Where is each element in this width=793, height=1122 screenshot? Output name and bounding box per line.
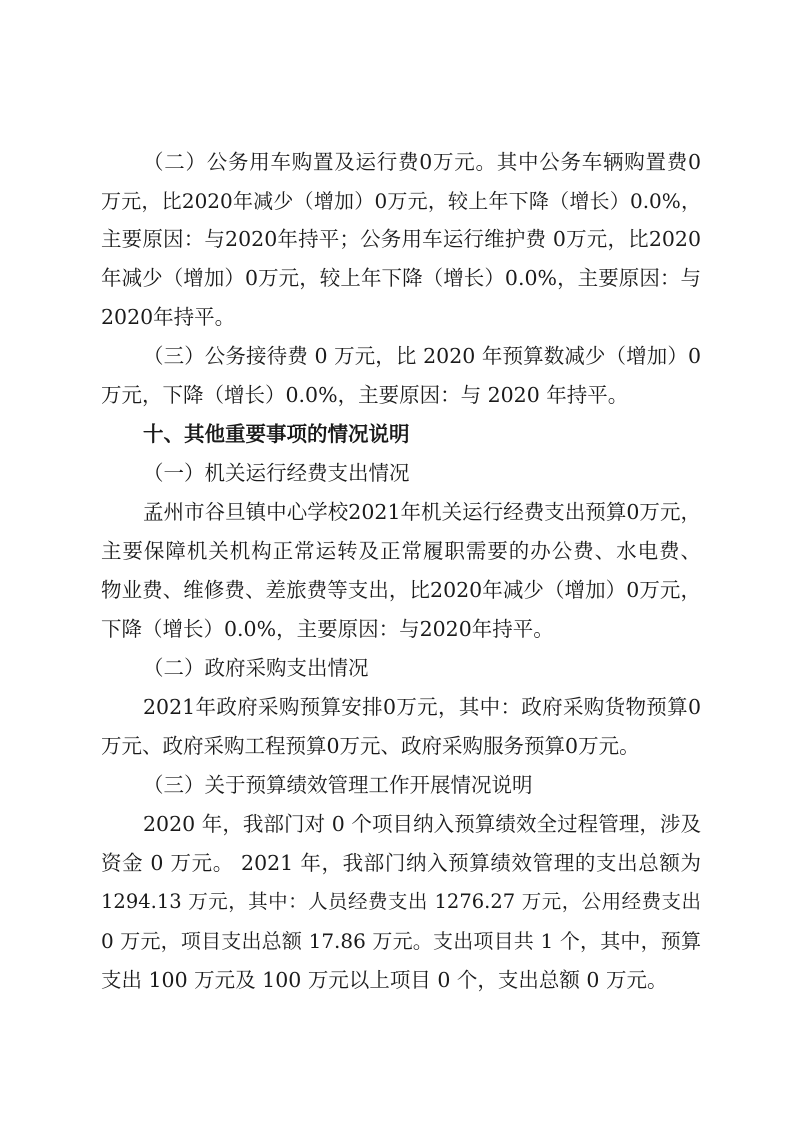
paragraph-line: 下降（增长）0.0%，主要原因：与2020年持平。 (101, 617, 554, 641)
paragraph-line: 物业费、维修费、差旅费等支出，比2020年减少（增加）0万元， (101, 578, 701, 602)
section-heading: 十、其他重要事项的情况说明 (143, 422, 410, 446)
paragraph-line: 2020年持平。 (101, 305, 236, 329)
subsection-heading: （一）机关运行经费支出情况 (143, 461, 410, 485)
paragraph-line: 2020 年，我部门对 0 个项目纳入预算绩效全过程管理，涉及 (143, 812, 701, 836)
paragraph-line: 2021年政府采购预算安排0万元，其中：政府采购货物预算0 (143, 695, 701, 719)
subsection-heading: （三）关于预算绩效管理工作开展情况说明 (143, 773, 533, 797)
paragraph-line: 1294.13 万元，其中：人员经费支出 1276.27 万元，公用经费支出 (101, 890, 701, 913)
paragraph-line: （三）公务接待费 0 万元，比 2020 年预算数减少（增加）0 (143, 344, 701, 368)
paragraph-line: 万元，下降（增长）0.0%，主要原因：与 2020 年持平。 (101, 383, 629, 407)
paragraph-line: 支出 100 万元及 100 万元以上项目 0 个，支出总额 0 万元。 (101, 968, 668, 992)
paragraph-line: （二）公务用车购置及运行费0万元。其中公务车辆购置费0 (143, 150, 701, 174)
paragraph-line: 0 万元，项目支出总额 17.86 万元。支出项目共 1 个，其中，预算 (101, 929, 701, 953)
paragraph-line: 年减少（增加）0万元，较上年下降（增长）0.0%，主要原因：与 (101, 266, 701, 290)
subsection-heading: （二）政府采购支出情况 (143, 656, 369, 680)
paragraph-line: 资金 0 万元。 2021 年，我部门纳入预算绩效管理的支出总额为 (101, 851, 701, 875)
paragraph-line: 万元、政府采购工程预算0万元、政府采购服务预算0万元。 (101, 734, 640, 758)
paragraph-line: 主要原因：与2020年持平；公务用车运行维护费 0万元，比2020 (101, 227, 701, 251)
paragraph-line: 主要保障机关机构正常运转及正常履职需要的办公费、水电费、 (101, 539, 701, 563)
paragraph-line: 万元，比2020年减少（增加）0万元，较上年下降（增长）0.0%， (101, 189, 701, 213)
paragraph-line: 孟州市谷旦镇中心学校2021年机关运行经费支出预算0万元， (143, 500, 701, 524)
